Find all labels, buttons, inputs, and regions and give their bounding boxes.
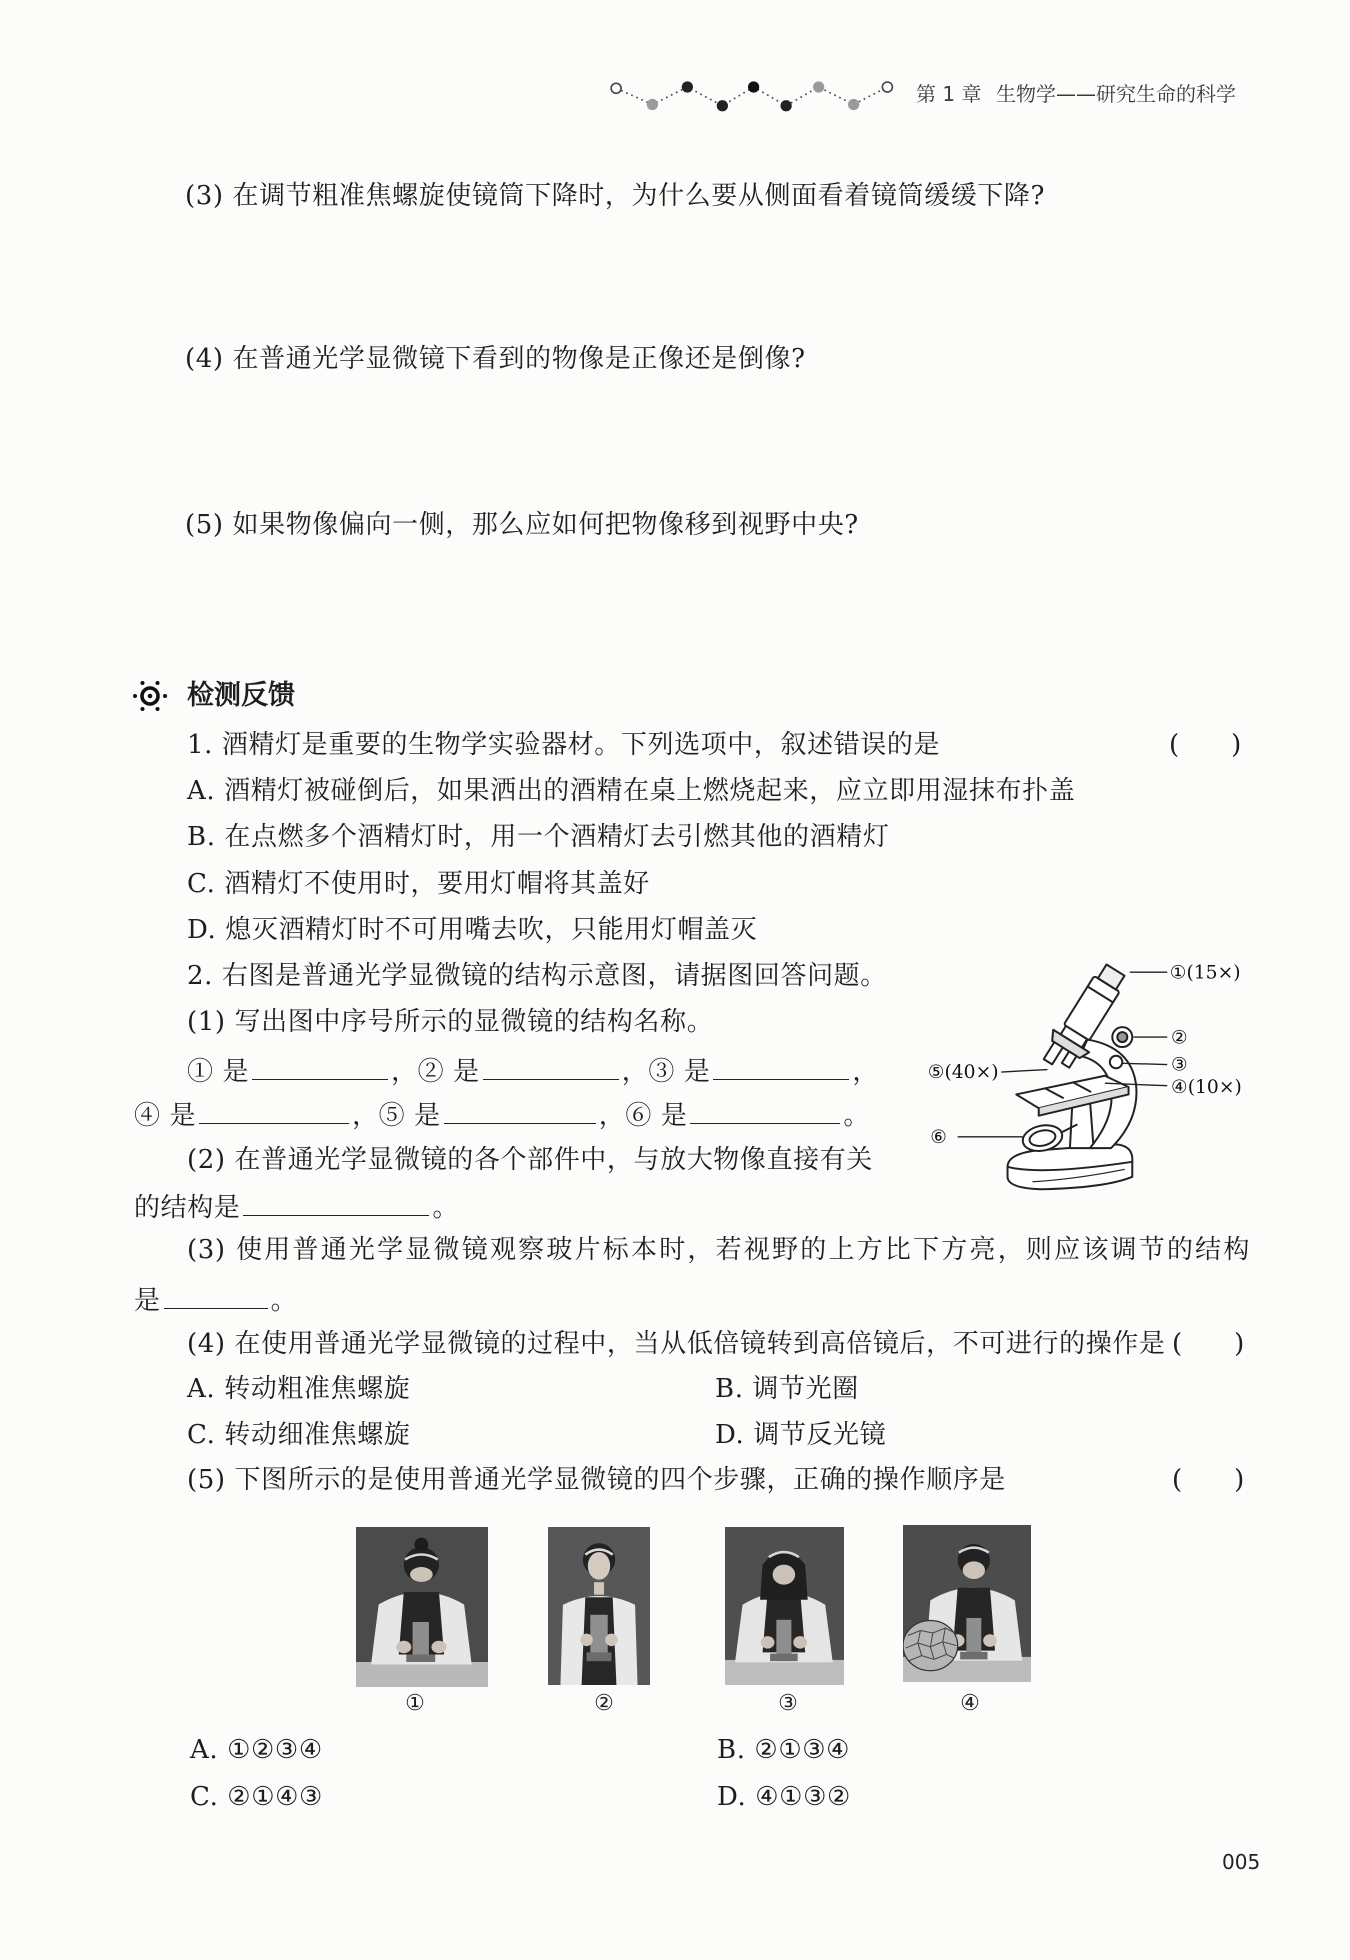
- page-number: 005: [1222, 1850, 1261, 1874]
- microscope-base: [1008, 1144, 1133, 1189]
- blank-label-3: ，③ 是: [621, 1057, 711, 1087]
- header-decoration: [606, 72, 900, 117]
- row-end-punct: 。: [843, 1101, 871, 1131]
- figure-label-6: ⑥: [930, 1127, 947, 1149]
- q2-part3-line1: (3) 使用普通光学显微镜观察玻片标本时，若视野的上方比下方亮，则应该调节的结构: [187, 1235, 1250, 1265]
- q2-part1-prompt: (1) 写出图中序号所示的显微镜的结构名称。: [187, 1007, 714, 1037]
- q1-answer-bracket: ( ): [1169, 730, 1242, 760]
- q2-part2-end: 。: [432, 1193, 460, 1223]
- q2-part3-line2: [134, 1284, 297, 1317]
- q2-part3-end: 。: [270, 1286, 298, 1316]
- answer-blank: [483, 1055, 619, 1080]
- q2-part4-stem: (4) 在使用普通光学显微镜的过程中，当从低倍镜转到高倍镜后，不可进行的操作是: [187, 1329, 1166, 1359]
- q2-part4-option-b: B. 调节光圈: [715, 1374, 859, 1404]
- fine-knob: [1110, 1056, 1122, 1068]
- q1-option-d: D. 熄灭酒精灯时不可用嘴去吹，只能用灯帽盖灭: [187, 915, 758, 945]
- open-question-5: (5) 如果物像偏向一侧，那么应如何把物像移到视野中央?: [185, 510, 859, 540]
- blank-label-5: ，⑤ 是: [352, 1101, 441, 1131]
- photo-label-3: ③: [778, 1691, 798, 1716]
- blank-label-1: ① 是: [187, 1057, 250, 1087]
- q2-part3-text: 是: [134, 1286, 161, 1316]
- q1-stem: 1. 酒精灯是重要的生物学实验器材。下列选项中，叙述错误的是: [187, 730, 941, 760]
- photo-label-2: ②: [594, 1691, 614, 1716]
- q2-part4-option-a: A. 转动粗准焦螺旋: [187, 1374, 411, 1404]
- section-title: 检测反馈: [187, 680, 295, 711]
- q2-part2-line1: (2) 在普通光学显微镜的各个部件中，与放大物像直接有关: [187, 1145, 873, 1175]
- q2-part2-text: 的结构是: [134, 1193, 241, 1223]
- answer-blank: [164, 1284, 268, 1309]
- q2-part4-answer-bracket: ( ): [1172, 1329, 1245, 1359]
- q1-option-c: C. 酒精灯不使用时，要用灯帽将其盖好: [187, 869, 650, 899]
- q2-part4-option-d: D. 调节反光镜: [715, 1420, 887, 1450]
- figure-label-5: ⑤(40×): [927, 1062, 999, 1084]
- q2-part5-answer-bracket: ( ): [1172, 1465, 1245, 1495]
- answer-blank: [199, 1099, 349, 1124]
- open-question-4: (4) 在普通光学显微镜下看到的物像是正像还是倒像?: [185, 344, 806, 374]
- row-end-punct: ，: [852, 1057, 880, 1087]
- answer-blank: [243, 1191, 429, 1216]
- cell-view-inset: [903, 1620, 958, 1670]
- answer-blank: [713, 1055, 849, 1080]
- magnifier-icon: [130, 677, 170, 717]
- q2-stem: 2. 右图是普通光学显微镜的结构示意图，请据图回答问题。: [187, 961, 887, 991]
- q2-part2-line2: [134, 1191, 459, 1224]
- step-photo-1: [356, 1527, 488, 1687]
- figure-label-2: ②: [1170, 1027, 1188, 1049]
- blank-label-2: ，② 是: [391, 1057, 480, 1087]
- step-photo-2: [548, 1527, 650, 1685]
- microscope-diagram: [925, 956, 1256, 1193]
- answer-blank: [444, 1099, 596, 1124]
- q1-option-a: A. 酒精灯被碰倒后，如果洒出的酒精在桌上燃烧起来，应立即用湿抹布扑盖: [187, 776, 1076, 806]
- q2-part4-option-c: C. 转动细准焦螺旋: [187, 1420, 411, 1450]
- blank-label-4: ④ 是: [134, 1101, 197, 1131]
- q2-part5-option-b: B. ②①③④: [717, 1735, 851, 1765]
- photo-label-4: ④: [960, 1691, 980, 1716]
- q2-part5-option-c: C. ②①④③: [190, 1782, 323, 1812]
- q2-part1-row1: [187, 1055, 879, 1088]
- figure-label-3: ③: [1170, 1054, 1188, 1076]
- q2-part5-option-a: A. ①②③④: [190, 1735, 323, 1765]
- q1-option-b: B. 在点燃多个酒精灯时，用一个酒精灯去引燃其他的酒精灯: [187, 822, 890, 852]
- step-photo-4: [903, 1525, 1031, 1682]
- open-question-3: (3) 在调节粗准焦螺旋使镜筒下降时，为什么要从侧面看着镜筒缓缓下降?: [185, 181, 1046, 211]
- q2-part5-stem: (5) 下图所示的是使用普通光学显微镜的四个步骤，正确的操作顺序是: [187, 1465, 1006, 1495]
- step-photo-3: [725, 1527, 844, 1685]
- figure-label-1: ①(15×): [1169, 962, 1241, 984]
- q2-part1-row2: [134, 1099, 870, 1132]
- chapter-title: 生物学——研究生命的科学: [996, 82, 1236, 106]
- chapter-number: 第 1 章: [916, 82, 982, 106]
- photo-label-1: ①: [405, 1691, 425, 1716]
- answer-blank: [690, 1099, 840, 1124]
- q2-part5-option-d: D. ④①③②: [717, 1782, 851, 1812]
- blank-label-6: ，⑥ 是: [598, 1101, 688, 1131]
- figure-label-4: ④(10×): [1170, 1077, 1242, 1099]
- answer-blank: [252, 1055, 388, 1080]
